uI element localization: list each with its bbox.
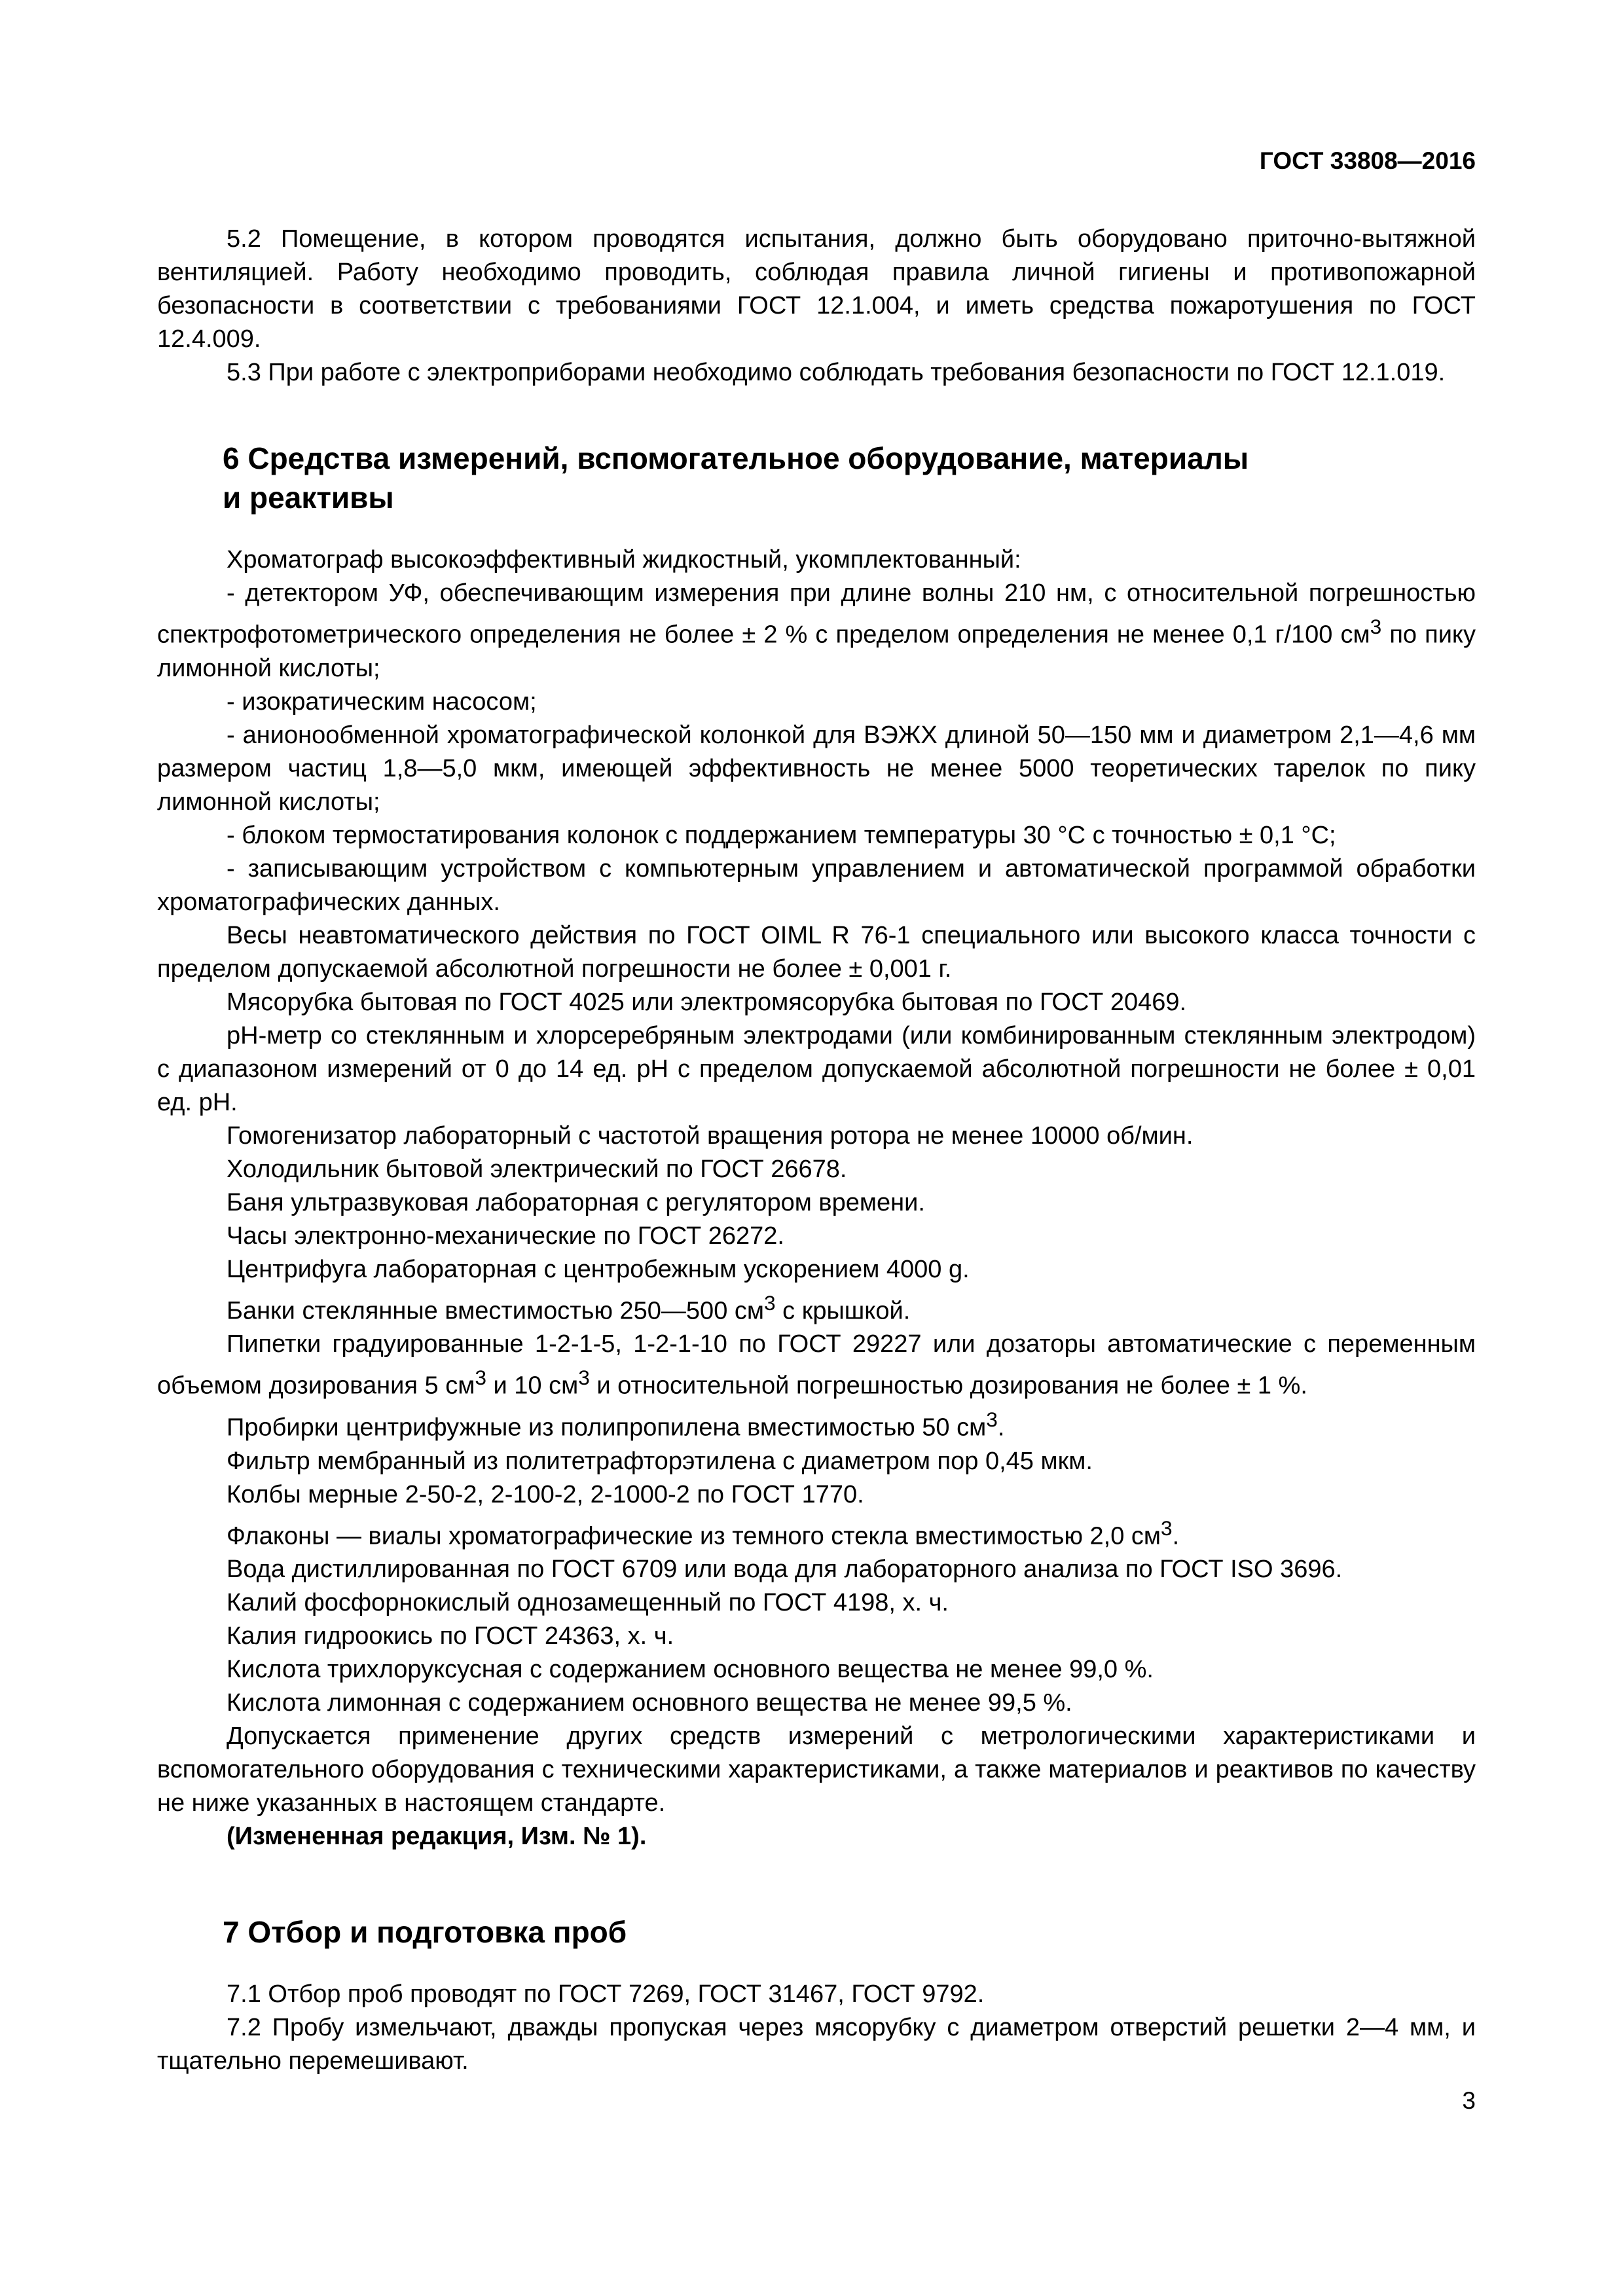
- paragraph-7-1: 7.1 Отбор проб проводят по ГОСТ 7269, ГОСТ 31467, ГОСТ 9792.: [227, 1980, 985, 2009]
- vials-item: Флаконы — виалы хроматографические из темного стекла вместимостью 2,0 $см^3$.: [227, 1516, 1180, 1550]
- paragraph-5-3: 5.3 При работе с электроприборами необходимо соблюдать требования безопасности по ГОСТ 12.1.019.: [227, 359, 1446, 386]
- column-item: - анионообменной хроматографической колонкой для ВЭЖХ длиной 50—150 мм и диаметром 2,1—4,6 мм размером частиц 1,8—5,0 мкм, имеющей эффективность не менее 5000 теоретических тарелок по пику лимонной кислоты;: [157, 721, 1476, 816]
- ph-meter-item: рН-метр со стеклянным и хлорсеребряным электродами (или комбинированным стеклянным электродом) с диапазоном измерений от 0 до 14 ед. рН с пределом допускаемой абсолютной погрешности не более ± 0,01 ед. рН.: [157, 1021, 1476, 1116]
- detector-item: - детектором УФ, обеспечивающим измерения при длине волны 210 нм, с относительной погрешностью спектрофотометрического определения не более ± 2 % с пределом определения не менее 0,1 г/100 $см^3$ по пику лимонной кислоты;: [157, 579, 1476, 682]
- chromatograph-item: Хроматограф высокоэффективный жидкостный, укомплектованный:: [227, 546, 1021, 574]
- paragraph-5-2: 5.2 Помещение, в котором проводятся испытания, должно быть оборудовано приточно-вытяжной вентиляцией. Работу необходимо проводить, соблюдая правила личной гигиены и противопожарной безопасности в соответствии с требованиями ГОСТ 12.1.004, и иметь средства пожаротушения по ГОСТ 12.4.009.: [157, 225, 1476, 353]
- water-item: Вода дистиллированная по ГОСТ 6709 или вода для лабораторного анализа по ГОСТ ISO 3696.: [227, 1556, 1343, 1584]
- trichloroacetic-acid-item: Кислота трихлоруксусная с содержанием основного вещества не менее 99,0 %.: [227, 1656, 1154, 1684]
- amendment-note: (Измененная редакция, Изм. № 1).: [227, 1823, 647, 1851]
- section-6-heading-line2: и реактивы: [223, 481, 394, 515]
- section-6-heading-line1: 6 Средства измерений, вспомогательное оборудование, материалы: [223, 441, 1249, 475]
- section-6-heading: [157, 439, 1476, 517]
- tubes-item: Пробирки центрифужные из полипропилена вместимостью 50 $см^3$.: [227, 1407, 1005, 1442]
- grinder-item: Мясорубка бытовая по ГОСТ 4025 или электромясорубка бытовая по ГОСТ 20469.: [227, 988, 1187, 1016]
- homogenizer-item: Гомогенизатор лабораторный с частотой вращения ротора не менее 10000 об/мин.: [227, 1121, 1194, 1150]
- centrifuge-item: Центрифуга лабораторная с центробежным ускорением 4000 g.: [227, 1255, 970, 1283]
- document-header: ГОСТ 33808—2016: [1259, 147, 1476, 174]
- recorder-item: - записывающим устройством с компьютерным управлением и автоматической программой обработки хроматографических данных.: [157, 854, 1476, 916]
- document-body: [157, 223, 1476, 2078]
- section-7-heading: 7 Отбор и подготовка проб: [223, 1915, 627, 1950]
- jars-item: Банки стеклянные вместимостью 250—500 $см^3$ с крышкой.: [227, 1290, 911, 1325]
- bath-item: Баня ультразвуковая лабораторная с регулятором времени.: [227, 1188, 925, 1216]
- potassium-phosphate-item: Калий фосфорнокислый однозамещенный по ГОСТ 4198, х. ч.: [227, 1589, 949, 1617]
- thermostat-item: - блоком термостатирования колонок с поддержанием температуры 30 °С с точностью ± 0,1 °С;: [227, 821, 1336, 849]
- allowed-substitutes: Допускается применение других средств измерений с метрологическими характеристиками и вспомогательного оборудования с техническими характеристиками, а также материалов и реактивов по качеству не ниже указанных в настоящем стандарте.: [157, 1722, 1476, 1817]
- potassium-hydroxide-item: Калия гидроокись по ГОСТ 24363, х. ч.: [227, 1622, 674, 1650]
- citric-acid-item: Кислота лимонная с содержанием основного вещества не менее 99,5 %.: [227, 1689, 1072, 1717]
- fridge-item: Холодильник бытовой электрический по ГОСТ 26678.: [227, 1155, 847, 1183]
- paragraph-7-2: 7.2 Пробу измельчают, дважды пропуская через мясорубку с диаметром отверстий решетки 2—4 мм, и тщательно перемешивают.: [157, 2014, 1476, 2075]
- flasks-item: Колбы мерные 2-50-2, 2-100-2, 2-1000-2 по ГОСТ 1770.: [227, 1480, 864, 1508]
- filter-item: Фильтр мембранный из политетрафторэтилена с диаметром пор 0,45 мкм.: [227, 1447, 1093, 1475]
- page-number: 3: [1462, 2087, 1476, 2114]
- pump-item: - изократическим насосом;: [227, 687, 537, 716]
- pipettes-item: Пипетки градуированные 1-2-1-5, 1-2-1-10 по ГОСТ 29227 или дозаторы автоматические с переменным объемом дозирования 5 $см^3$ и 10 $см^3$ и относительной погрешностью дозирования не более ± 1 %.: [157, 1330, 1476, 1400]
- scales-item: Весы неавтоматического действия по ГОСТ OIML R 76-1 специального или высокого класса точности с пределом допускаемой абсолютной погрешности не более ± 0,001 г.: [157, 921, 1476, 983]
- clock-item: Часы электронно-механические по ГОСТ 26272.: [227, 1222, 784, 1250]
